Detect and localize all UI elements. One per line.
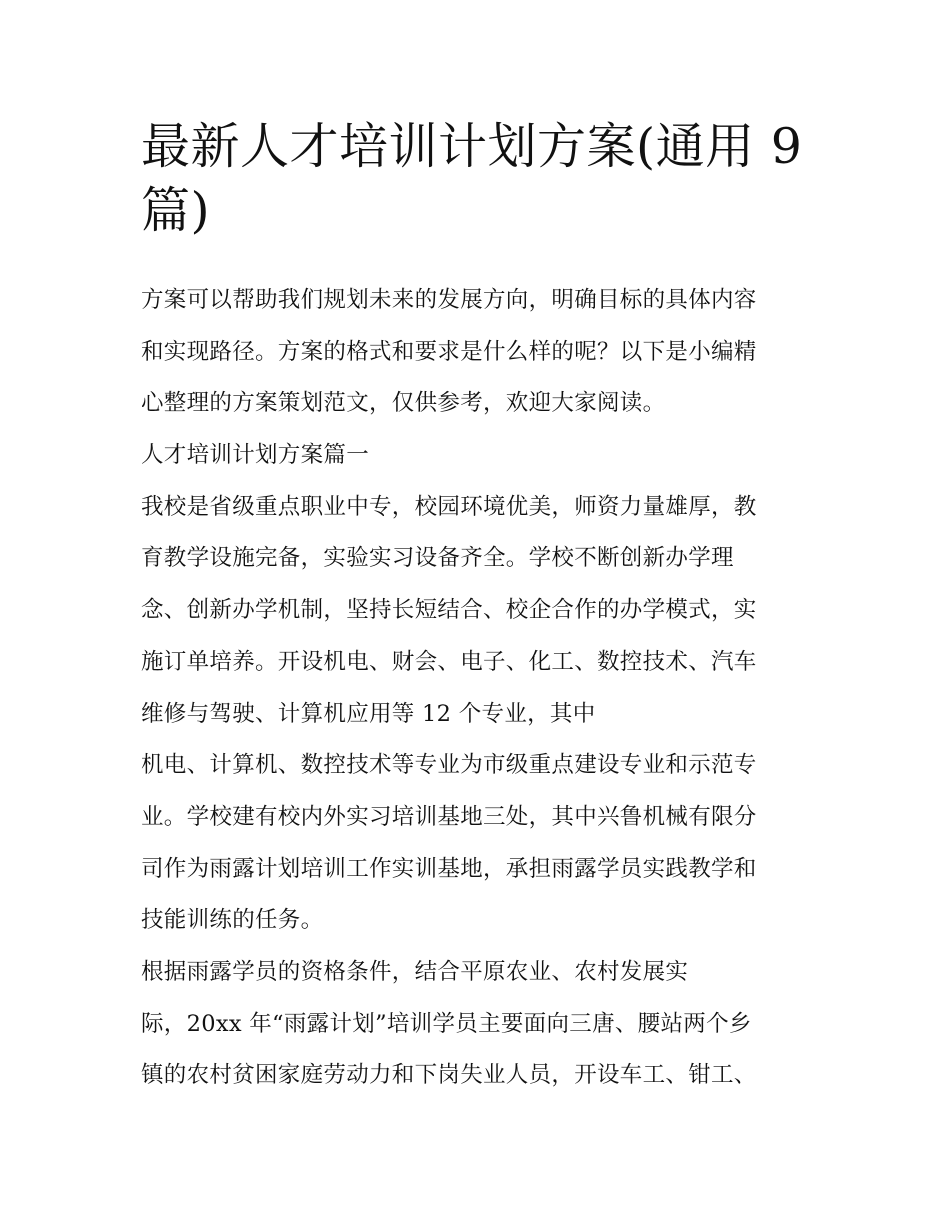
paragraph-line: 际，20xx 年“雨露计划”培训学员主要面向三唐、腰站两个乡: [141, 1010, 752, 1037]
document-body: [141, 283, 813, 1110]
paragraph-line: 育教学设施完备，实验实习设备齐全。学校不断创新办学理: [141, 545, 734, 572]
paragraph-line: 念、创新办学机制，坚持长短结合、校企合作的办学模式，实: [141, 597, 757, 624]
paragraph-line: 维修与驾驶、计算机应用等 12 个专业，其中: [141, 700, 596, 727]
paragraph-line: 技能训练的任务。: [141, 907, 324, 934]
paragraph-line: 方案可以帮助我们规划未来的发展方向，明确目标的具体内容: [141, 287, 757, 313]
document-title-line-2: 篇): [141, 182, 211, 239]
paragraph-line: 机电、计算机、数控技术等专业为市级重点建设专业和示范专: [141, 752, 757, 779]
paragraph-line: 心整理的方案策划范文，仅供参考，欢迎大家阅读。: [141, 390, 666, 417]
paragraph-line: 我校是省级重点职业中专，校园环境优美，师资力量雄厚，教: [141, 493, 757, 520]
paragraph-line: 镇的农村贫困家庭劳动力和下岗失业人员，开设车工、钳工、: [141, 1062, 757, 1089]
paragraph-line: 和实现路径。方案的格式和要求是什么样的呢？以下是小编精: [141, 338, 757, 365]
paragraph-line: 施订单培养。开设机电、财会、电子、化工、数控技术、汽车: [141, 648, 757, 675]
document-title: [141, 115, 821, 243]
section-heading: 人才培训计划方案篇一: [141, 442, 370, 469]
paragraph-line: 业。学校建有校内外实习培训基地三处，其中兴鲁机械有限分: [141, 803, 757, 830]
paragraph-line: 司作为雨露计划培训工作实训基地，承担雨露学员实践教学和: [141, 855, 757, 882]
paragraph-line: 根据雨露学员的资格条件，结合平原农业、农村发展实: [141, 958, 689, 985]
document-title-line-1: 最新人才培训计划方案(通用 9: [141, 118, 803, 175]
